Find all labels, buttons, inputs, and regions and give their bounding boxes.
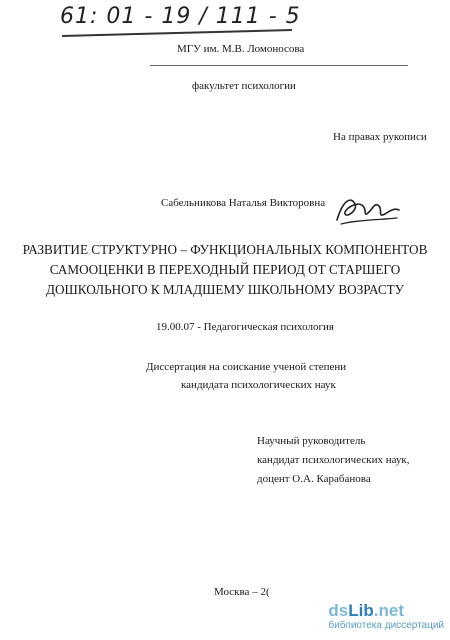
- degree-line-2: кандидата психологических наук: [181, 379, 336, 391]
- supervisor-line-1: Научный руководитель: [257, 435, 366, 447]
- supervisor-line-2: кандидат психологических наук,: [257, 454, 410, 466]
- dissertation-title-line-3: ДОШКОЛЬНОГО К МЛАДШЕМУ ШКОЛЬНОМУ ВОЗРАСТУ: [45, 282, 405, 297]
- handwritten-catalog-number: 61: 01 - 19 / 111 - 5: [60, 4, 301, 29]
- degree-line-1: Диссертация на соискание ученой степени: [146, 361, 347, 373]
- signature-icon: [333, 190, 403, 230]
- faculty-name: факультет психологии: [192, 80, 296, 92]
- logo-ds: ds: [328, 601, 349, 620]
- dissertation-title-line-1: РАЗВИТИЕ СТРУКТУРНО – ФУНКЦИОНАЛЬНЫХ КОМПОНЕНТОВ: [22, 242, 428, 257]
- header-rule: [150, 65, 408, 66]
- logo-subtitle: библиотека диссертаций: [328, 620, 444, 631]
- manuscript-rights: На правах рукописи: [333, 131, 427, 143]
- dslib-watermark-logo: [328, 602, 444, 632]
- supervisor-line-3: доцент О.А. Карабанова: [257, 473, 371, 485]
- university-name: МГУ им. М.В. Ломоносова: [177, 43, 305, 55]
- specialty-code: 19.00.07 - Педагогическая психология: [156, 321, 334, 333]
- dissertation-title-line-2: САМООЦЕНКИ В ПЕРЕХОДНЫЙ ПЕРИОД ОТ СТАРШЕГО: [49, 262, 401, 277]
- logo-lib: Lib: [348, 601, 374, 620]
- author-name: Сабельникова Наталья Викторовна: [161, 197, 326, 209]
- city-year: Москва – 2(: [214, 586, 270, 598]
- handwritten-underline: [62, 29, 292, 37]
- logo-net: .net: [373, 601, 404, 620]
